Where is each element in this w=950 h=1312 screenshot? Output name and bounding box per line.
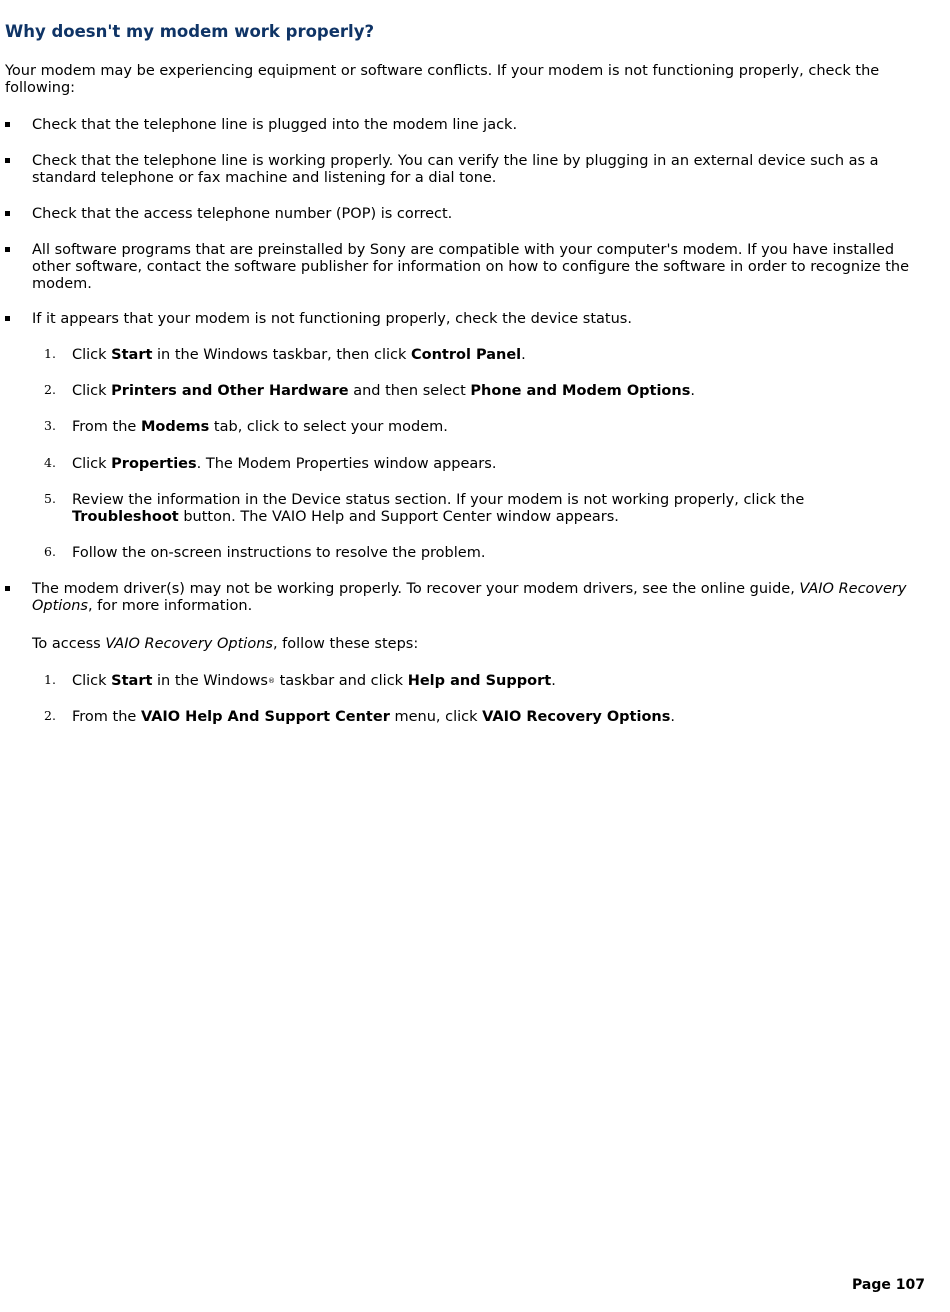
text-run: To access bbox=[32, 636, 106, 652]
bullet-item-driver bbox=[32, 581, 912, 615]
bold-term: Printers and Other Hardware bbox=[111, 383, 349, 399]
step-text bbox=[72, 456, 496, 472]
text-run: , for more information. bbox=[87, 598, 253, 614]
bullet-text: Check that the telephone line is plugged into the modem line jack. bbox=[32, 117, 518, 133]
step-text bbox=[72, 347, 526, 363]
text-run: Follow the on-screen instructions to resolve the problem. bbox=[72, 545, 486, 561]
text-run: Review the information in the Device status section. If your modem is not working properly, click the bbox=[72, 492, 805, 508]
text-run: and then select bbox=[348, 383, 471, 399]
step-number: 1. bbox=[44, 672, 56, 687]
text-run: . bbox=[690, 383, 695, 399]
italic-term: VAIO Recovery Options bbox=[105, 636, 273, 652]
step-text bbox=[72, 673, 556, 689]
step-text bbox=[72, 419, 448, 435]
text-run: tab, click to select your modem. bbox=[209, 419, 448, 435]
bullet-item bbox=[32, 311, 912, 328]
text-run: . The Modem Properties window appears. bbox=[196, 456, 497, 472]
text-run: . bbox=[551, 673, 556, 689]
step-number: 5. bbox=[44, 491, 56, 506]
text-run: . bbox=[521, 347, 526, 363]
bold-term: Control Panel bbox=[411, 347, 522, 363]
device-step bbox=[44, 491, 912, 526]
registered-mark: ® bbox=[268, 677, 275, 685]
access-paragraph bbox=[32, 636, 912, 653]
bullet-text bbox=[32, 581, 906, 614]
bold-term: Help and Support bbox=[407, 673, 552, 689]
bullet-marker bbox=[5, 211, 10, 216]
text-run: Click bbox=[72, 456, 112, 472]
step-number: 6. bbox=[44, 544, 56, 559]
access-text bbox=[32, 636, 418, 652]
bullet-marker bbox=[5, 586, 10, 591]
step-text bbox=[72, 492, 804, 525]
text-run: . bbox=[670, 709, 675, 725]
step-number: 4. bbox=[44, 455, 56, 470]
bold-term: VAIO Recovery Options bbox=[482, 709, 671, 725]
text-run: menu, click bbox=[389, 709, 483, 725]
device-step bbox=[44, 382, 912, 400]
bullet-marker bbox=[5, 158, 10, 163]
bold-term: Troubleshoot bbox=[72, 509, 179, 525]
text-run: From the bbox=[72, 709, 141, 725]
device-step bbox=[44, 346, 912, 364]
step-number: 3. bbox=[44, 418, 56, 433]
step-text bbox=[72, 545, 485, 561]
bullet-item bbox=[32, 242, 912, 293]
bold-term: Modems bbox=[140, 419, 210, 435]
bullet-item bbox=[32, 117, 912, 134]
device-step bbox=[44, 455, 912, 473]
italic-term: VAIO Recovery Options bbox=[32, 581, 907, 614]
bullet-text: If it appears that your modem is not functioning properly, check the device status. bbox=[32, 311, 632, 327]
bold-term: Properties bbox=[111, 456, 197, 472]
bullet-text: Check that the telephone line is working properly. You can verify the line by plugging in an external device such as a standard telephone or fax machine and listening for a dial tone. bbox=[32, 153, 879, 186]
bullet-marker bbox=[5, 316, 10, 321]
bold-term: Phone and Modem Options bbox=[470, 383, 691, 399]
step-text bbox=[72, 709, 675, 725]
step-number: 2. bbox=[44, 382, 56, 397]
bold-term: Start bbox=[111, 673, 153, 689]
step-number: 2. bbox=[44, 708, 56, 723]
bullet-text: All software programs that are preinstalled by Sony are compatible with your computer's modem. If you have installed other software, contact the software publisher for information on how to configure the software in order to recognize the modem. bbox=[32, 242, 910, 292]
bullet-item bbox=[32, 153, 912, 187]
bullet-marker bbox=[5, 247, 10, 252]
bold-term: Start bbox=[111, 347, 153, 363]
text-run: Click bbox=[72, 673, 112, 689]
step-number: 1. bbox=[44, 346, 56, 361]
device-step bbox=[44, 418, 912, 436]
bullet-item bbox=[32, 206, 912, 223]
text-run: , follow these steps: bbox=[272, 636, 419, 652]
text-run: From the bbox=[72, 419, 141, 435]
text-run: button. The VAIO Help and Support Center window appears. bbox=[178, 509, 619, 525]
device-step bbox=[44, 544, 912, 562]
recovery-step bbox=[44, 708, 912, 726]
text-run: The modem driver(s) may not be working properly. To recover your modem drivers, see the online guide, bbox=[32, 581, 800, 597]
step-text bbox=[72, 383, 695, 399]
text-run: in the Windows taskbar, then click bbox=[152, 347, 411, 363]
bold-term: VAIO Help And Support Center bbox=[140, 709, 390, 725]
bullet-text: Check that the access telephone number (POP) is correct. bbox=[32, 206, 453, 222]
text-run: taskbar and click bbox=[275, 673, 408, 689]
page-number: Page 107 bbox=[852, 1277, 925, 1293]
text-run: Click bbox=[72, 347, 112, 363]
text-run: in the Windows bbox=[152, 673, 268, 689]
intro-paragraph: Your modem may be experiencing equipment or software conflicts. If your modem is not functioning properly, check the following: bbox=[5, 63, 880, 96]
page-title: Why doesn't my modem work properly? bbox=[5, 22, 375, 41]
recovery-step bbox=[44, 672, 912, 690]
text-run: Click bbox=[72, 383, 112, 399]
bullet-marker bbox=[5, 122, 10, 127]
